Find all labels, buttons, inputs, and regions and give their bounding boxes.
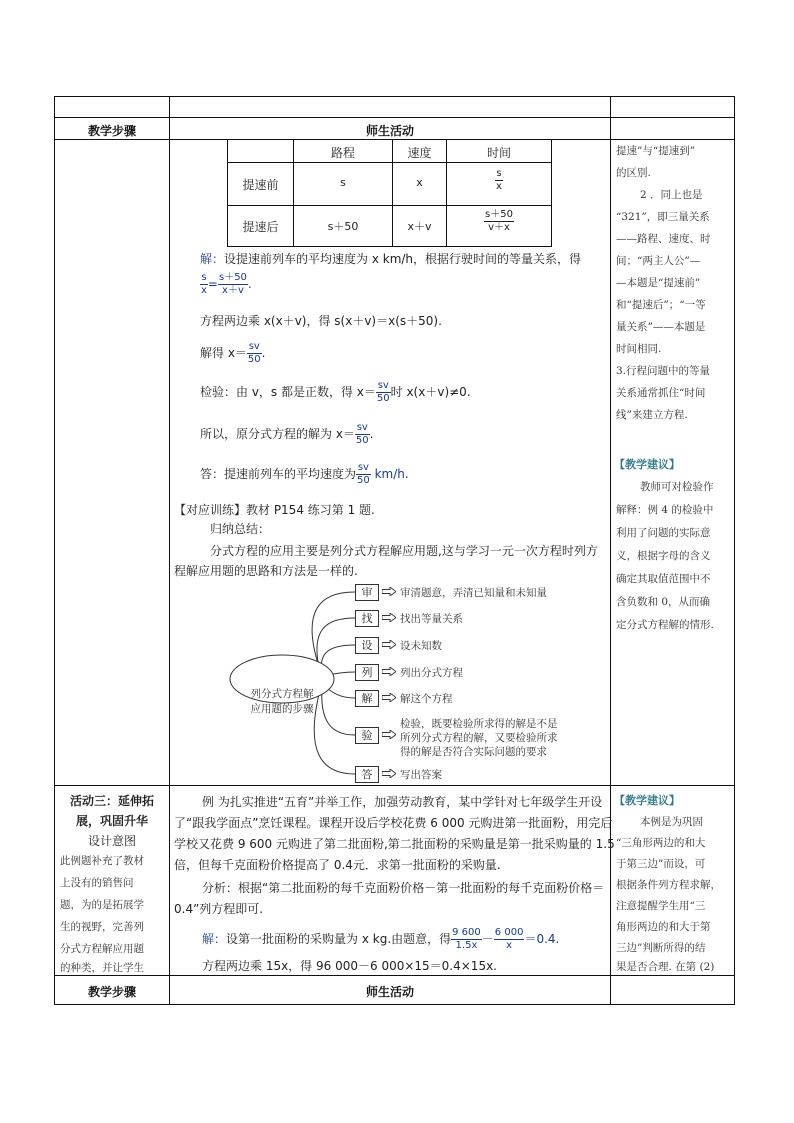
- arrow-icon: [382, 693, 396, 702]
- design-intent: 设计意图: [87, 834, 136, 848]
- footer-steps: 教学步骤: [87, 985, 136, 999]
- row-label-before: 提速前: [242, 178, 279, 192]
- note-line: 含负数和 0，从而确: [616, 596, 711, 608]
- note-line: 提速”与“提速到”: [616, 145, 696, 157]
- intent-line: 分式方程解应用题: [60, 943, 144, 955]
- step-text-review: 审清题意，弄清已知量和未知量: [400, 587, 547, 599]
- teaching-tip-title: 【教学建议】: [614, 794, 680, 807]
- step-box-review: 审: [355, 584, 379, 601]
- analysis-line-2: 0.4”列方程即可.: [174, 902, 264, 916]
- note-line: 果是否合理. 在第 (2): [616, 961, 715, 973]
- step-text-check-3: 得的解是否符合实际问题的要求: [400, 746, 547, 758]
- step-box-check: 验: [355, 727, 379, 744]
- activity3-title-2: 展，巩固升华: [75, 814, 148, 828]
- table-col-line: [610, 96, 611, 1005]
- header-activities: 师生活动: [365, 124, 414, 138]
- mindmap-center-line1: 列分式方程解: [250, 688, 314, 700]
- table-left-border: [54, 96, 55, 1005]
- note-line: 和“提速后”；“一等: [616, 299, 706, 311]
- note-line: 解释：例 4 的检验中: [616, 504, 714, 516]
- note-line: 教师可对检验作: [640, 481, 714, 493]
- arrow-icon: [382, 769, 396, 778]
- note-line: 确定其取值范围中不: [616, 573, 711, 585]
- example-solution-1: 解：设第一批面粉的采购量为 x kg.由题意，得 $\frac{9 600}{1.5x}$ － $\frac{6 000}{x}$ ＝0.4.: [202, 927, 560, 951]
- cell-speed: x: [416, 176, 423, 189]
- cell-speed: x＋v: [407, 220, 432, 233]
- cell-time: $\frac{s+50}{v+x}$: [485, 209, 513, 233]
- example-line-1: 例 为扎实推进“五育”并举工作，加强劳动教育，某中学针对七年级学生开设: [202, 795, 603, 809]
- table-row-line: [54, 117, 735, 118]
- step-text-check-2: 所列分式方程的解，又要检验所求: [400, 732, 558, 744]
- activity3-title-1: 活动三：延伸拓: [69, 794, 154, 808]
- note-line: 义，根据字母的含义: [616, 550, 711, 562]
- step-box-set: 设: [355, 637, 379, 654]
- note-line: 于第三边”而设，可: [616, 858, 706, 870]
- arrow-icon: [382, 587, 396, 596]
- step-text-set: 设未知数: [400, 640, 442, 652]
- header-steps: 教学步骤: [87, 124, 136, 138]
- row-label-after: 提速后: [242, 220, 279, 234]
- note-line: 根据条件列方程求解，: [616, 879, 721, 891]
- note-line: “321”，即三量关系: [616, 211, 710, 223]
- solution-answer: 答：提速前列车的平均速度为 $\frac{sv}{50}$ km/h.: [200, 462, 409, 486]
- step-text-find: 找出等量关系: [400, 613, 463, 625]
- note-line: 利用了问题的实际意: [616, 527, 711, 539]
- arrow-icon: [382, 730, 396, 739]
- note-line: 本例是为巩固: [640, 816, 703, 828]
- note-line: —本题是“提速前”: [616, 277, 701, 289]
- step-text-check-1: 检验，既要检验所求得的解是不是: [400, 718, 558, 730]
- note-line: 量关系”——本题是: [616, 321, 706, 333]
- mindmap-center-line2: 应用题的步骤: [250, 703, 314, 715]
- intent-line: 的种类，并让学生: [60, 962, 144, 974]
- example-line-4: 倍，但每千克面粉价格提高了 0.4元．求第一批面粉的采购量.: [174, 858, 501, 872]
- table-bottom-border: [54, 1004, 735, 1005]
- note-line: 注意提醒学生用“三: [616, 900, 706, 912]
- analysis-line-1: 分析：根据“第二批面粉的每千克面粉价格－第一批面粉的每千克面粉价格＝: [202, 881, 605, 895]
- note-line: 2 ．同上也是: [640, 189, 703, 201]
- step-box-list: 列: [355, 664, 379, 681]
- solution-check: 检验：由 v，s 都是正数，得 x＝ $\frac{sv}{50}$ 时 x(x＋v)≠0.: [200, 380, 471, 404]
- footer-activities: 师生活动: [365, 985, 414, 999]
- col-header-speed: 速度: [407, 146, 432, 160]
- step-box-solve: 解: [355, 690, 379, 707]
- solution-equation-1: $\frac{s}{x}$ = $\frac{s+50}{x+v}$ .: [201, 272, 252, 296]
- note-line: 的区别.: [616, 167, 651, 179]
- cell-distance: s: [340, 176, 346, 189]
- solution-line-3: 解得 x＝ $\frac{sv}{50}$ .: [200, 341, 266, 365]
- arrow-icon: [382, 640, 396, 649]
- col-header-time: 时间: [486, 146, 511, 160]
- step-text-answer: 写出答案: [400, 769, 442, 781]
- note-line: “三角形两边的和大: [616, 837, 706, 849]
- intent-line: 生的视野，完善列: [60, 921, 144, 933]
- note-line: 线”来建立方程.: [616, 409, 688, 421]
- step-box-answer: 答: [355, 766, 379, 783]
- step-text-solve: 解这个方程: [400, 693, 453, 705]
- intent-line: 上没有的销售问: [60, 877, 134, 889]
- intent-line: 此例题补充了教材: [60, 855, 144, 867]
- note-line: 时间相同.: [616, 343, 662, 355]
- cell-time: $\frac{s}{x}$: [496, 168, 502, 192]
- note-line: ——路程、速度、时: [616, 233, 711, 245]
- intent-line: 题，为的是拓展学: [60, 899, 144, 911]
- note-line: 关系通常抓住“时间: [616, 387, 706, 399]
- solution-line-1: 解：设提速前列车的平均速度为 x km/h，根据行驶时间的等量关系，得: [200, 252, 582, 266]
- note-line: 定分式方程解的情形.: [616, 619, 714, 631]
- note-line: 间；“两主人公”—: [616, 255, 701, 267]
- col-header-distance: 路程: [330, 146, 355, 160]
- teaching-tip-title: 【教学建议】: [614, 458, 680, 471]
- arrow-icon: [382, 613, 396, 622]
- cell-distance: s＋50: [327, 220, 359, 233]
- summary-title: 归纳总结：: [210, 522, 271, 536]
- summary-text-2: 程解应用题的思路和方法是一样的.: [174, 564, 358, 578]
- arrow-icon: [382, 667, 396, 676]
- note-line: 3.行程问题中的等量: [616, 365, 711, 377]
- table-row-line: [54, 975, 735, 976]
- example-line-3: 学校又花费 9 600 元购进了第二批面粉,第二批面粉的采购量是第一批采购量的 1.5: [174, 837, 615, 851]
- table-col-line: [169, 96, 170, 1005]
- note-line: 三边”判断所得的结: [616, 942, 706, 954]
- solution-conclusion: 所以，原分式方程的解为 x＝ $\frac{sv}{50}$ .: [200, 422, 374, 446]
- step-text-list: 列出分式方程: [400, 667, 463, 679]
- solution-line-2: 方程两边乘 x(x＋v)，得 s(x＋v)＝x(s＋50).: [200, 314, 442, 328]
- step-box-find: 找: [355, 610, 379, 627]
- table-right-border: [734, 96, 735, 1005]
- table-row-line: [54, 785, 735, 786]
- example-solution-2: 方程两边乘 15x，得 96 000－6 000×15＝0.4×15x.: [202, 959, 497, 973]
- summary-text-1: 分式方程的应用主要是列分式方程解应用题,这与学习一元一次方程时列方: [210, 544, 598, 558]
- practice-note: 【对应训练】教材 P154 练习第 1 题.: [174, 503, 375, 517]
- example-line-2: 了“跟我学面点”烹饪课程。课程开设后学校花费 6 000 元购进第一批面粉，用完后: [174, 816, 613, 830]
- note-line: 角形两边的和大于第: [616, 921, 711, 933]
- table-top-border: [54, 96, 735, 97]
